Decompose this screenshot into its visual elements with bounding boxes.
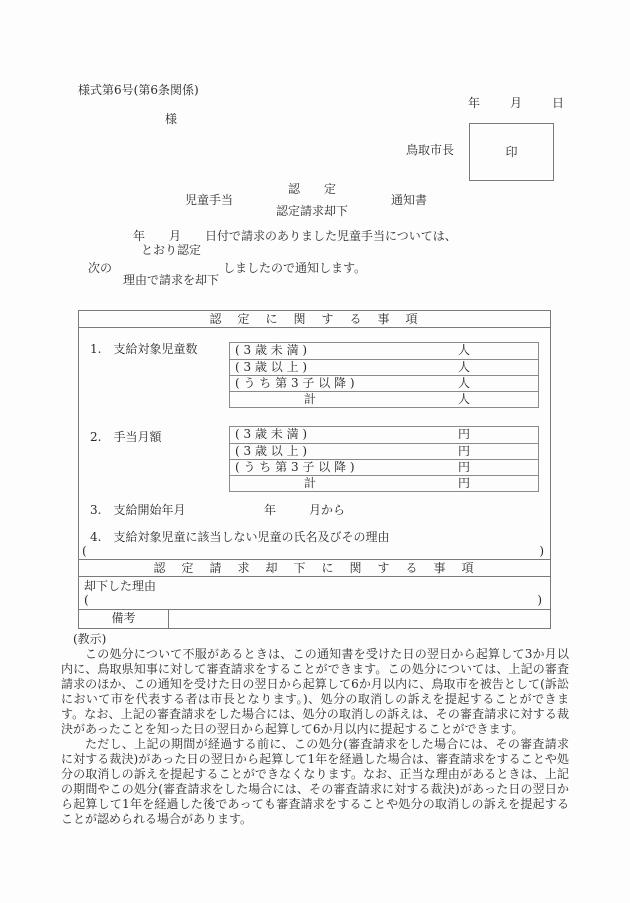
issuer-title: 鳥取市長 <box>406 143 455 157</box>
body-choice-approval: とおり認定 <box>140 243 201 257</box>
remarks-row <box>79 610 550 628</box>
paren-close: ) <box>537 593 542 607</box>
form-number: 様式第6号(第6条関係) <box>78 83 199 97</box>
body-choice-stack <box>116 244 226 287</box>
title-choice-rejection: 認定請求却下 <box>276 204 349 218</box>
item4-fill-line <box>82 545 544 558</box>
row-unit: 人 <box>457 376 470 390</box>
title-suffix: 通知書 <box>391 193 428 207</box>
body-date-sentence: 年 月 日付で請求のありました児童手当については、 <box>133 229 457 243</box>
row-label: 計 <box>303 392 316 406</box>
row-label: ( 3 歳 未 満 ) <box>235 343 308 357</box>
instructions-paragraph-2: ただし、上記の期間が経過する前に、この処分(審査請求をした場合には、その審査請求に対する裁決)があった日の翌日から起算して1年を経過した場合は、審査請求をすることや処分の取消しの訴えを提起することができなくなります。なお、正当な理由があるときは、上記の期間やこの処分(審査請求をした場合には、その審査請求に対する裁決)があった日の翌日から起算して1年を経過した後であっても審査請求をすることや処分の取消しの訴えを提起することが認められる場合があります。 <box>61 737 569 826</box>
table-row <box>230 375 538 391</box>
item2-label: 2. 手当月額 <box>90 430 162 444</box>
item1-label: 1. 支給対象児童数 <box>90 342 198 356</box>
seal-placeholder: 印 <box>505 144 518 159</box>
row-label: 計 <box>303 476 316 490</box>
rejection-reason-row <box>79 577 550 610</box>
paren-open: ( <box>82 544 87 558</box>
row-label: ( 3 歳 未 満 ) <box>235 427 308 441</box>
title-choice-stack <box>273 183 351 218</box>
row-label: ( 3 歳 以 上 ) <box>235 360 308 374</box>
title-prefix: 児童手当 <box>185 193 234 207</box>
approval-section-header: 認 定 に 関 す る 事 項 <box>79 311 550 328</box>
row-unit: 円 <box>457 427 470 441</box>
table-row <box>230 443 538 459</box>
row-unit: 円 <box>457 460 470 474</box>
document-title <box>185 183 427 218</box>
row-unit: 人 <box>457 360 470 374</box>
body-lead: 次の <box>88 261 113 275</box>
remarks-label: 備考 <box>79 610 169 628</box>
main-table <box>78 310 551 629</box>
table-row-total <box>230 391 538 407</box>
remarks-value <box>169 610 550 628</box>
table-row <box>230 359 538 375</box>
table-row <box>230 459 538 475</box>
paren-close: ) <box>539 544 544 558</box>
rejection-reason-label: 却下した理由 <box>84 579 157 593</box>
row-label: ( 3 歳 以 上 ) <box>235 444 308 458</box>
row-label: ( う ち 第 3 子 以 降 ) <box>235 460 355 474</box>
appeal-instructions <box>61 632 569 827</box>
row-unit: 人 <box>457 343 470 357</box>
table-row-total <box>230 475 538 491</box>
body-paragraph <box>78 228 558 300</box>
row-unit: 円 <box>457 476 470 490</box>
item3-row <box>90 504 530 517</box>
row-unit: 人 <box>457 392 470 406</box>
title-choice-approval: 認 定 <box>288 182 337 196</box>
table-row <box>230 427 538 443</box>
item4-label: 4. 支給対象児童に該当しない児童の氏名及びその理由 <box>90 530 390 544</box>
item3-month-blank: 月から <box>309 503 346 517</box>
issue-date-blank: 年 月 日 <box>468 96 567 110</box>
paren-open: ( <box>84 593 89 607</box>
child-count-table <box>229 342 539 408</box>
rejection-section-header: 認 定 請 求 却 下 に 関 す る 事 項 <box>79 560 550 577</box>
rejection-reason-fill-line <box>84 594 542 607</box>
seal-box <box>469 123 554 181</box>
body-tail: しましたので通知します。 <box>223 261 367 275</box>
addressee-suffix: 様 <box>165 112 178 126</box>
approval-section-body <box>79 328 550 560</box>
monthly-amount-table <box>229 426 539 492</box>
body-choice-rejection: 理由で請求を却下 <box>122 273 219 287</box>
row-label: ( う ち 第 3 子 以 降 ) <box>235 376 355 390</box>
instructions-paragraph-1: この処分について不服があるときは、この通知書を受けた日の翌日から起算して3か月以内に、鳥取県知事に対して審査請求をすることができます。この処分については、上記の審査請求のほか、この通知を受けた日の翌日から起算して6か月以内に、鳥取市を被告として(訴訟において市を代表する者は市長となります。)、処分の取消しの訴えを提起することができます。なお、上記の審査請求をした場合には、処分の取消しの訴えは、その審査請求に対する裁決があったことを知った日の翌日から起算して6か月以内に提起することができます。 <box>61 647 569 736</box>
item3-year-blank: 年 <box>264 503 277 517</box>
row-unit: 円 <box>457 444 470 458</box>
item3-label: 3. 支給開始年月 <box>90 503 186 517</box>
table-row <box>230 343 538 359</box>
instructions-heading: (教示) <box>73 632 107 646</box>
